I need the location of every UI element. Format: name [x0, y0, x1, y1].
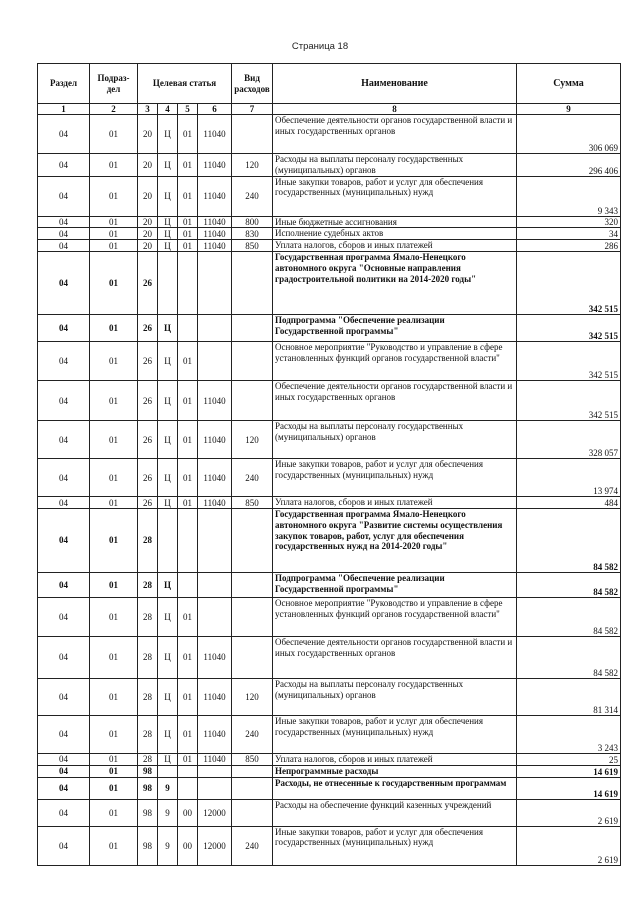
table-row: [38, 381, 621, 421]
code-subprogram: 9: [158, 799, 178, 826]
header-razdel: Раздел: [38, 64, 90, 104]
column-number: 5: [178, 104, 198, 115]
code-subprogram: Ц: [158, 216, 178, 228]
code-event: 00: [178, 799, 198, 826]
code-podrazdel: 01: [90, 216, 138, 228]
code-subprogram: Ц: [158, 228, 178, 240]
code-direction: 11040: [198, 240, 232, 252]
code-subprogram: Ц: [158, 421, 178, 459]
code-event: [178, 252, 198, 315]
column-number: 3: [138, 104, 158, 115]
column-number: 6: [198, 104, 232, 115]
code-vid-raskhodov: 120: [232, 154, 273, 177]
code-program: 26: [138, 497, 158, 509]
row-sum: 81 314: [517, 678, 621, 715]
table-row: [38, 228, 621, 240]
code-razdel: 04: [38, 342, 90, 381]
table-row: [38, 176, 621, 216]
code-razdel: 04: [38, 216, 90, 228]
code-vid-raskhodov: [232, 342, 273, 381]
code-event: [178, 572, 198, 597]
header-celevaya-statya: Целевая статья: [138, 64, 232, 104]
code-event: 01: [178, 216, 198, 228]
code-razdel: 04: [38, 678, 90, 715]
code-podrazdel: 01: [90, 597, 138, 636]
code-event: 01: [178, 381, 198, 421]
table-row: [38, 252, 621, 315]
code-event: 00: [178, 826, 198, 865]
code-vid-raskhodov: 120: [232, 678, 273, 715]
code-subprogram: [158, 765, 178, 777]
code-direction: 12000: [198, 799, 232, 826]
row-name: Непрограммные расходы: [273, 765, 517, 777]
code-direction: 11040: [198, 154, 232, 177]
code-program: 98: [138, 765, 158, 777]
code-direction: 11040: [198, 678, 232, 715]
code-vid-raskhodov: [232, 572, 273, 597]
code-subprogram: [158, 508, 178, 572]
code-direction: [198, 597, 232, 636]
code-program: 20: [138, 228, 158, 240]
code-razdel: 04: [38, 154, 90, 177]
row-name: Уплата налогов, сборов и иных платежей: [273, 497, 517, 509]
column-number: 9: [517, 104, 621, 115]
row-sum: 328 057: [517, 421, 621, 459]
code-direction: 11040: [198, 228, 232, 240]
header-podrazdel: Подраз-дел: [90, 64, 138, 104]
column-number: 2: [90, 104, 138, 115]
code-subprogram: [158, 252, 178, 315]
code-vid-raskhodov: 240: [232, 459, 273, 497]
row-sum: 484: [517, 497, 621, 509]
column-number: 4: [158, 104, 178, 115]
row-name: Уплата налогов, сборов и иных платежей: [273, 240, 517, 252]
code-podrazdel: 01: [90, 777, 138, 799]
code-event: 01: [178, 154, 198, 177]
table-row: [38, 342, 621, 381]
code-razdel: 04: [38, 799, 90, 826]
code-podrazdel: 01: [90, 765, 138, 777]
code-razdel: 04: [38, 459, 90, 497]
row-name: Государственная программа Ямало-Ненецкого автономного округа "Развитие системы осуществления закупок товаров, работ, услуг для обеспечения государственных нужд на 2014-2020 годы": [273, 508, 517, 572]
code-vid-raskhodov: [232, 597, 273, 636]
code-event: 01: [178, 459, 198, 497]
table-row: [38, 826, 621, 865]
code-subprogram: Ц: [158, 381, 178, 421]
table-body: [38, 115, 621, 866]
code-vid-raskhodov: [232, 508, 273, 572]
code-program: 26: [138, 342, 158, 381]
code-program: 20: [138, 154, 158, 177]
row-sum: 34: [517, 228, 621, 240]
code-event: 01: [178, 240, 198, 252]
code-razdel: 04: [38, 777, 90, 799]
code-vid-raskhodov: [232, 315, 273, 342]
row-sum: 14 619: [517, 777, 621, 799]
code-program: 20: [138, 176, 158, 216]
row-name: Подпрограмма "Обеспечение реализации Государственной программы": [273, 572, 517, 597]
code-razdel: 04: [38, 315, 90, 342]
row-name: Иные закупки товаров, работ и услуг для обеспечения государственных (муниципальных) нужд: [273, 715, 517, 753]
row-name: Подпрограмма "Обеспечение реализации Государственной программы": [273, 315, 517, 342]
code-vid-raskhodov: [232, 252, 273, 315]
code-vid-raskhodov: [232, 765, 273, 777]
code-razdel: 04: [38, 421, 90, 459]
page-label: Страница 18: [291, 41, 349, 52]
code-event: 01: [178, 753, 198, 765]
row-sum: 13 974: [517, 459, 621, 497]
code-program: 20: [138, 240, 158, 252]
code-vid-raskhodov: [232, 381, 273, 421]
code-direction: [198, 572, 232, 597]
table-row: [38, 572, 621, 597]
table-row: [38, 765, 621, 777]
code-event: 01: [178, 176, 198, 216]
code-program: 28: [138, 636, 158, 678]
code-razdel: 04: [38, 597, 90, 636]
code-subprogram: Ц: [158, 572, 178, 597]
header-vid-raskhodov: Вид расходов: [232, 64, 273, 104]
column-number-row: [38, 104, 621, 115]
code-direction: [198, 315, 232, 342]
code-subprogram: Ц: [158, 497, 178, 509]
code-subprogram: Ц: [158, 753, 178, 765]
code-direction: [198, 342, 232, 381]
code-razdel: 04: [38, 753, 90, 765]
code-vid-raskhodov: 120: [232, 421, 273, 459]
code-event: 01: [178, 421, 198, 459]
code-program: 28: [138, 597, 158, 636]
code-event: [178, 765, 198, 777]
code-direction: 11040: [198, 216, 232, 228]
table-row: [38, 154, 621, 177]
table-row: [38, 216, 621, 228]
code-program: 26: [138, 315, 158, 342]
code-podrazdel: 01: [90, 228, 138, 240]
row-name: Иные закупки товаров, работ и услуг для обеспечения государственных (муниципальных) нужд: [273, 176, 517, 216]
column-number: 8: [273, 104, 517, 115]
code-subprogram: Ц: [158, 459, 178, 497]
code-direction: [198, 765, 232, 777]
row-sum: 296 406: [517, 154, 621, 177]
code-event: [178, 777, 198, 799]
table-row: [38, 777, 621, 799]
table-row: [38, 678, 621, 715]
row-sum: 84 582: [517, 597, 621, 636]
code-subprogram: Ц: [158, 115, 178, 154]
code-direction: 11040: [198, 497, 232, 509]
code-podrazdel: 01: [90, 678, 138, 715]
code-subprogram: Ц: [158, 678, 178, 715]
code-subprogram: Ц: [158, 597, 178, 636]
code-program: 26: [138, 459, 158, 497]
row-name: Исполнение судебных актов: [273, 228, 517, 240]
code-podrazdel: 01: [90, 154, 138, 177]
table-row: [38, 597, 621, 636]
code-subprogram: Ц: [158, 636, 178, 678]
code-razdel: 04: [38, 252, 90, 315]
row-sum: 84 582: [517, 572, 621, 597]
code-podrazdel: 01: [90, 715, 138, 753]
row-sum: 84 582: [517, 636, 621, 678]
code-subprogram: Ц: [158, 315, 178, 342]
code-direction: 11040: [198, 176, 232, 216]
code-program: 98: [138, 826, 158, 865]
code-vid-raskhodov: [232, 636, 273, 678]
code-event: 01: [178, 228, 198, 240]
row-sum: 342 515: [517, 252, 621, 315]
code-podrazdel: 01: [90, 342, 138, 381]
row-name: Обеспечение деятельности органов государственной власти и иных государственных органов: [273, 381, 517, 421]
code-program: 28: [138, 715, 158, 753]
code-event: 01: [178, 497, 198, 509]
row-name: Расходы на выплаты персоналу государственных (муниципальных) органов: [273, 421, 517, 459]
code-razdel: 04: [38, 715, 90, 753]
row-name: Обеспечение деятельности органов государственной власти и иных государственных органов: [273, 636, 517, 678]
table-row: [38, 421, 621, 459]
code-program: 98: [138, 777, 158, 799]
header-summa: Сумма: [517, 64, 621, 104]
row-sum: 25: [517, 753, 621, 765]
row-sum: 14 619: [517, 765, 621, 777]
code-direction: 11040: [198, 753, 232, 765]
code-razdel: 04: [38, 240, 90, 252]
code-subprogram: Ц: [158, 176, 178, 216]
code-vid-raskhodov: 850: [232, 240, 273, 252]
code-vid-raskhodov: [232, 777, 273, 799]
row-sum: 286: [517, 240, 621, 252]
code-razdel: 04: [38, 228, 90, 240]
code-subprogram: 9: [158, 777, 178, 799]
code-event: 01: [178, 342, 198, 381]
code-program: 26: [138, 421, 158, 459]
table-row: [38, 115, 621, 154]
code-razdel: 04: [38, 572, 90, 597]
column-number: 7: [232, 104, 273, 115]
code-event: 01: [178, 115, 198, 154]
code-razdel: 04: [38, 636, 90, 678]
row-name: Обеспечение деятельности органов государственной власти и иных государственных органов: [273, 115, 517, 154]
table-row: [38, 240, 621, 252]
code-direction: [198, 252, 232, 315]
table-row: [38, 753, 621, 765]
column-number: 1: [38, 104, 90, 115]
table-row: [38, 497, 621, 509]
code-program: 28: [138, 572, 158, 597]
code-razdel: 04: [38, 115, 90, 154]
code-program: 28: [138, 678, 158, 715]
row-sum: 84 582: [517, 508, 621, 572]
code-direction: [198, 777, 232, 799]
code-podrazdel: 01: [90, 508, 138, 572]
code-subprogram: Ц: [158, 342, 178, 381]
code-vid-raskhodov: [232, 799, 273, 826]
code-podrazdel: 01: [90, 799, 138, 826]
code-podrazdel: 01: [90, 252, 138, 315]
code-event: 01: [178, 715, 198, 753]
code-program: 20: [138, 115, 158, 154]
row-sum: 2 619: [517, 826, 621, 865]
table-row: [38, 315, 621, 342]
row-sum: 306 069: [517, 115, 621, 154]
code-direction: [198, 508, 232, 572]
code-vid-raskhodov: 240: [232, 826, 273, 865]
code-direction: 12000: [198, 826, 232, 865]
budget-table: [37, 63, 621, 866]
table-row: [38, 459, 621, 497]
code-program: 20: [138, 216, 158, 228]
code-podrazdel: 01: [90, 381, 138, 421]
code-event: 01: [178, 678, 198, 715]
row-sum: 2 619: [517, 799, 621, 826]
row-name: Расходы, не отнесенные к государственным программам: [273, 777, 517, 799]
table-row: [38, 799, 621, 826]
code-podrazdel: 01: [90, 115, 138, 154]
code-subprogram: Ц: [158, 240, 178, 252]
row-sum: 320: [517, 216, 621, 228]
code-vid-raskhodov: 830: [232, 228, 273, 240]
code-podrazdel: 01: [90, 753, 138, 765]
row-name: Расходы на выплаты персоналу государственных (муниципальных) органов: [273, 154, 517, 177]
code-podrazdel: 01: [90, 176, 138, 216]
code-direction: 11040: [198, 715, 232, 753]
row-sum: 342 515: [517, 342, 621, 381]
code-razdel: 04: [38, 381, 90, 421]
row-name: Основное мероприятие "Руководство и управление в сфере установленных функций органов государственной власти": [273, 342, 517, 381]
code-podrazdel: 01: [90, 315, 138, 342]
code-subprogram: Ц: [158, 715, 178, 753]
row-name: Иные закупки товаров, работ и услуг для обеспечения государственных (муниципальных) нужд: [273, 459, 517, 497]
code-podrazdel: 01: [90, 240, 138, 252]
table-row: [38, 636, 621, 678]
code-razdel: 04: [38, 508, 90, 572]
code-direction: 11040: [198, 459, 232, 497]
code-vid-raskhodov: 240: [232, 176, 273, 216]
code-razdel: 04: [38, 176, 90, 216]
code-subprogram: 9: [158, 826, 178, 865]
code-podrazdel: 01: [90, 636, 138, 678]
code-podrazdel: 01: [90, 497, 138, 509]
code-program: 28: [138, 753, 158, 765]
row-name: Уплата налогов, сборов и иных платежей: [273, 753, 517, 765]
code-program: 98: [138, 799, 158, 826]
code-event: 01: [178, 597, 198, 636]
row-name: Иные закупки товаров, работ и услуг для обеспечения государственных (муниципальных) нужд: [273, 826, 517, 865]
row-name: Иные бюджетные ассигнования: [273, 216, 517, 228]
table-row: [38, 715, 621, 753]
code-program: 26: [138, 381, 158, 421]
code-podrazdel: 01: [90, 459, 138, 497]
row-sum: 3 243: [517, 715, 621, 753]
code-vid-raskhodov: 800: [232, 216, 273, 228]
code-event: 01: [178, 636, 198, 678]
row-name: Расходы на обеспечение функций казенных учреждений: [273, 799, 517, 826]
header-naimenovanie: Наименование: [273, 64, 517, 104]
row-name: Государственная программа Ямало-Ненецкого автономного округа "Основные направления градостроительной политики на 2014-2020 годы": [273, 252, 517, 315]
code-podrazdel: 01: [90, 572, 138, 597]
code-razdel: 04: [38, 765, 90, 777]
code-direction: 11040: [198, 115, 232, 154]
table-row: [38, 508, 621, 572]
code-razdel: 04: [38, 826, 90, 865]
code-event: [178, 315, 198, 342]
row-sum: 9 343: [517, 176, 621, 216]
code-program: 28: [138, 508, 158, 572]
code-subprogram: Ц: [158, 154, 178, 177]
row-name: Расходы на выплаты персоналу государственных (муниципальных) органов: [273, 678, 517, 715]
code-vid-raskhodov: [232, 115, 273, 154]
code-podrazdel: 01: [90, 826, 138, 865]
code-program: 26: [138, 252, 158, 315]
row-name: Основное мероприятие "Руководство и управление в сфере установленных функций органов государственной власти": [273, 597, 517, 636]
code-razdel: 04: [38, 497, 90, 509]
code-event: [178, 508, 198, 572]
row-sum: 342 515: [517, 315, 621, 342]
row-sum: 342 515: [517, 381, 621, 421]
code-direction: 11040: [198, 636, 232, 678]
code-podrazdel: 01: [90, 421, 138, 459]
code-vid-raskhodov: 240: [232, 715, 273, 753]
code-direction: 11040: [198, 421, 232, 459]
code-vid-raskhodov: 850: [232, 753, 273, 765]
code-direction: 11040: [198, 381, 232, 421]
code-vid-raskhodov: 850: [232, 497, 273, 509]
